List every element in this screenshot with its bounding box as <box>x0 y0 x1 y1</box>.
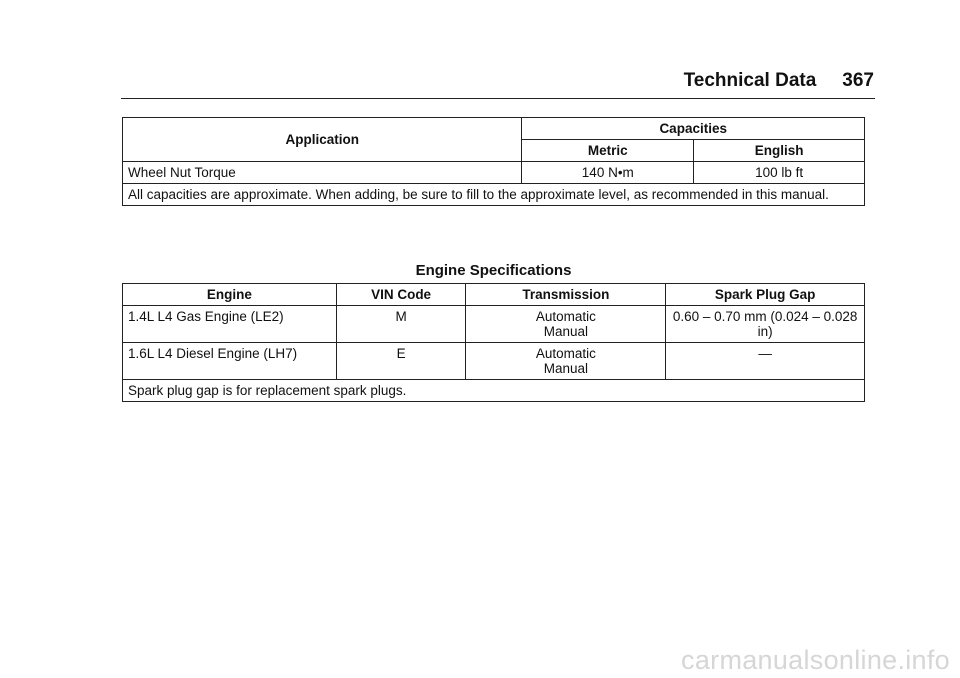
capacities-note: All capacities are approximate. When adding, be sure to fill to the approximate level, as recommended in this manual. <box>123 184 865 206</box>
transmission-header: Transmission <box>466 284 666 306</box>
metric-cell: 140 N•m <box>522 162 694 184</box>
transmission-automatic: Automatic <box>535 346 596 361</box>
table-row <box>123 343 865 380</box>
engine-header: Engine <box>123 284 337 306</box>
capacities-header: Capacities <box>522 118 865 140</box>
page-title: Technical Data <box>683 70 817 91</box>
table-row <box>123 306 865 343</box>
engine-specs-title: Engine Specifications <box>415 262 572 279</box>
gap-cell: — <box>666 343 865 380</box>
engine-cell: 1.4L L4 Gas Engine (LE2) <box>123 306 337 343</box>
engine-specs-note: Spark plug gap is for replacement spark plugs. <box>123 380 865 402</box>
english-header: English <box>694 140 865 162</box>
application-cell: Wheel Nut Torque <box>123 162 522 184</box>
transmission-manual: Manual <box>543 361 589 376</box>
capacities-table <box>122 117 865 206</box>
gap-cell: 0.60 – 0.70 mm (0.024 – 0.028 in) <box>666 306 865 343</box>
engine-cell: 1.6L L4 Diesel Engine (LH7) <box>123 343 337 380</box>
watermark: carmanualsonline.info <box>681 645 950 675</box>
spark-plug-gap-header: Spark Plug Gap <box>666 284 865 306</box>
transmission-manual: Manual <box>543 324 589 339</box>
metric-header: Metric <box>522 140 694 162</box>
vin-cell: M <box>336 306 466 343</box>
page-header <box>684 70 874 92</box>
english-cell: 100 lb ft <box>694 162 865 184</box>
application-header: Application <box>123 118 522 162</box>
engine-specs-table <box>122 283 865 402</box>
header-rule <box>121 98 875 99</box>
transmission-cell <box>466 343 666 380</box>
transmission-automatic: Automatic <box>535 309 596 324</box>
transmission-cell <box>466 306 666 343</box>
page-number: 367 <box>842 70 874 91</box>
vin-cell: E <box>336 343 466 380</box>
vin-header: VIN Code <box>336 284 466 306</box>
table-row <box>123 162 865 184</box>
